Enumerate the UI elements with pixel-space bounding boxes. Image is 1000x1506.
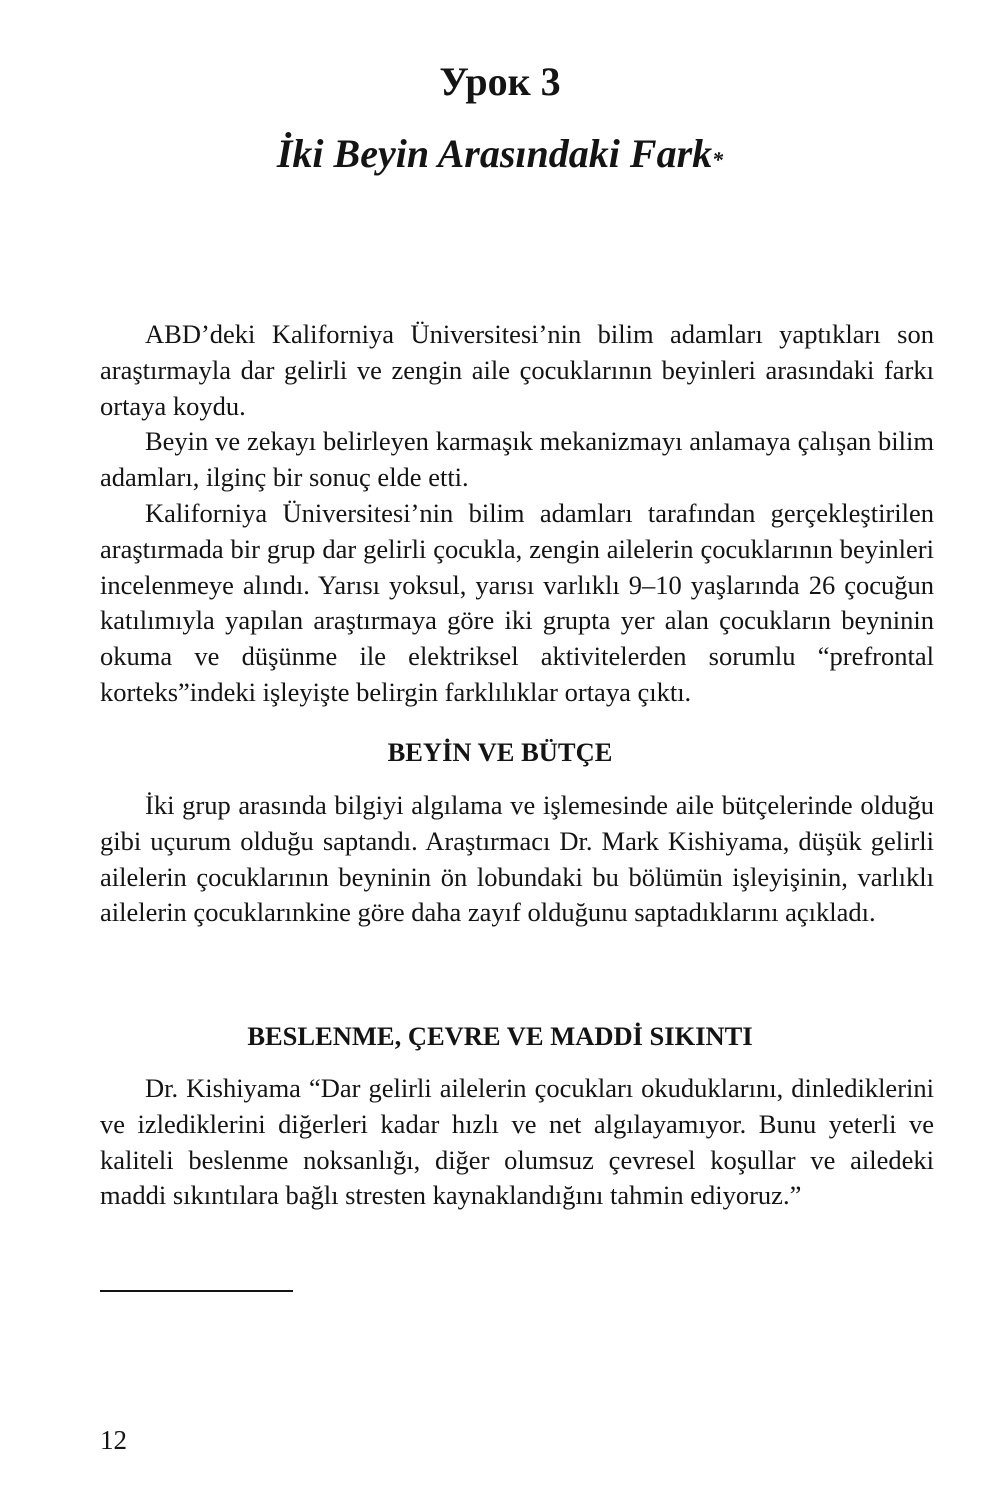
paragraph: Beyin ve zekayı belirleyen karmaşık mekanizmayı anlamaya çalışan bilim adamları, ilginç bir sonuç elde etti. — [100, 426, 934, 493]
paragraph: İki grup arasında bilgiyi algılama ve işlemesinde aile bütçelerinde olduğu gibi uçurum olduğu saptandı. Araştırmacı Dr. Mark Kishiyama, düşük gelirli ailelerin çocuklarının beyninin ön lobundaki bu bölümün işleyişinin, varlıklı ailelerin çocuklarınkine göre daha zayıf olduğunu saptadıklarını açıkladı. — [100, 790, 934, 928]
section-heading: BESLENME, ÇEVRE VE MADDİ SIKINTI — [247, 1021, 753, 1051]
section-heading: BEYİN VE BÜTÇE — [387, 737, 613, 767]
paragraph: Kaliforniya Üniversitesi’nin bilim adamları tarafından gerçekleştirilen araştırmada bir grup dar gelirli çocukla, zengin ailelerin çocuklarının beyinleri incelenmeye alındı. Yarısı yoksul, yarısı varlıklı 9–10 yaşlarında 26 çocuğun katılımıyla yapılan araştırmaya göre iki grupta yer alan çocukların beyninin okuma ve düşünme ile elektriksel aktivitelerden sorumlu “prefrontal korteks”indeki işleyişte belirgin farklılıklar ortaya çıktı. — [100, 497, 934, 707]
lesson-subtitle — [0, 126, 1000, 182]
lesson-title: Урок 3 — [439, 59, 561, 104]
lesson-subtitle-text: İki Beyin Arasındaki Fark — [276, 131, 713, 176]
paragraph: Dr. Kishiyama “Dar gelirli ailelerin çocukları okuduklarını, dinlediklerini ve izlediklerini diğerleri kadar hızlı ve net algılayamıyor. Bunu yeterli ve kaliteli beslenme noksanlığı, diğer olumsuz çevresel koşullar ve ailedeki maddi sıkıntılara bağlı stresten kaynaklandığını tahmin ediyoruz.” — [100, 1073, 934, 1211]
footnote-divider — [100, 1290, 293, 1292]
section-text — [100, 788, 934, 931]
section-text — [100, 1071, 934, 1214]
footnote-marker: * — [712, 147, 724, 172]
intro-text — [100, 317, 934, 711]
paragraph: ABD’deki Kaliforniya Üniversitesi’nin bilim adamları yaptıkları son araştırmayla dar gelirli ve zengin aile çocuklarının beyinleri arasındaki farkı ortaya koydu. — [100, 319, 934, 421]
page-number: 12 — [100, 1425, 127, 1455]
